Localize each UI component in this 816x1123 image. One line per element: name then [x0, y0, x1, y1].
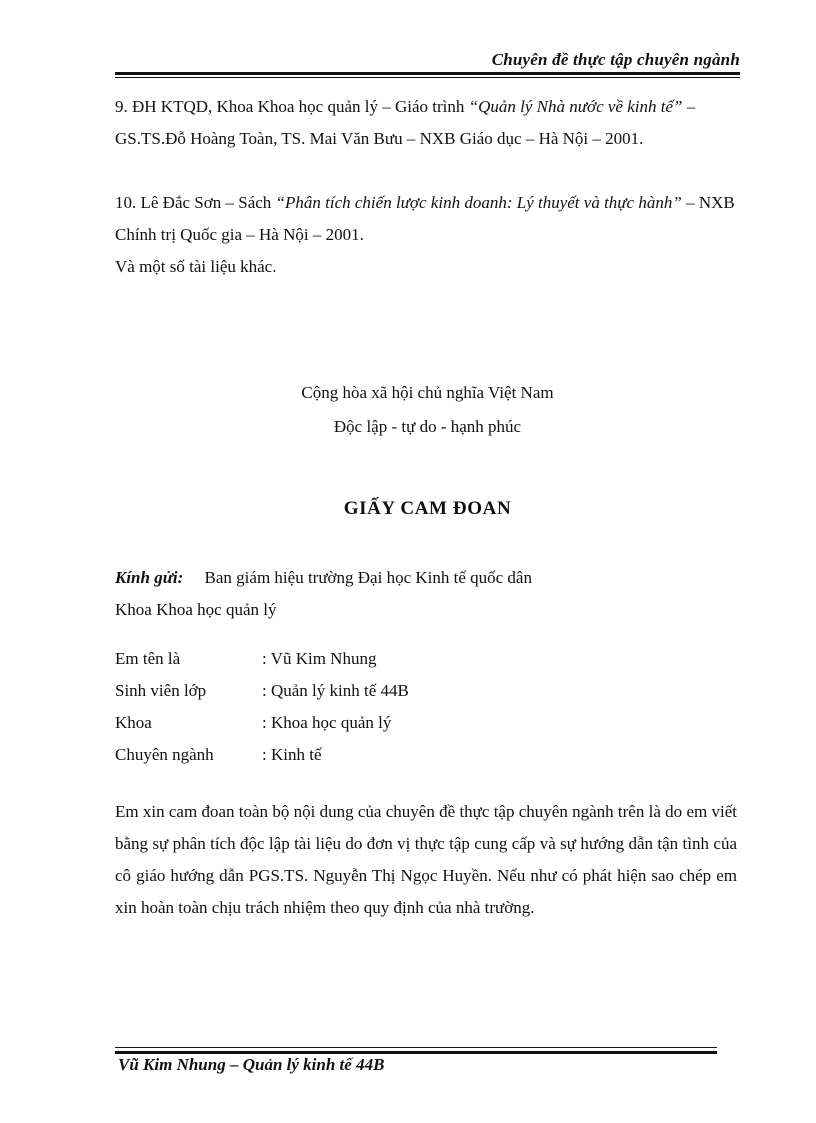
field-value: : Khoa học quản lý	[262, 713, 392, 732]
declaration-paragraph: Em xin cam đoan toàn bộ nội dung của chuyên đề thực tập chuyên ngành trên là do em viết bằng sự phân tích độc lập tài liệu do đơn vị thực tập cung cấp và sự hướng dẫn tận tình của cô giáo hướng dẫn PGS.TS. Nguyễn Thị Ngọc Huyền. Nếu như có phát hiện sao chép em xin hoàn toàn chịu trách nhiệm theo quy định của nhà trường.	[115, 802, 737, 917]
page-footer-text: Vũ Kim Nhung – Quản lý kinh tế 44B	[118, 1055, 385, 1074]
reference-item-10	[115, 187, 735, 251]
reference-prefix: 9. ĐH KTQD, Khoa Khoa học quản lý – Giáo trình	[115, 97, 469, 116]
field-row-name	[115, 643, 615, 675]
reference-book-title: “Phân tích chiến lược kinh doanh: Lý thuyết và thực hành”	[275, 193, 682, 212]
national-motto-line2: Độc lập - tự do - hạnh phúc	[333, 417, 522, 436]
salutation-label: Kính gửi:	[115, 568, 184, 587]
page-header-title: Chuyên đề thực tập chuyên ngành	[491, 50, 740, 69]
reference-prefix: 10. Lê Đắc Sơn – Sách	[115, 193, 276, 212]
salutation-recipient: Ban giám hiệu trường Đại học Kinh tế quốc dân	[204, 568, 532, 587]
field-row-major	[115, 739, 615, 771]
field-value: : Vũ Kim Nhung	[262, 649, 377, 668]
field-label: Chuyên ngành	[115, 745, 214, 764]
field-label: Sinh viên lớp	[115, 681, 207, 700]
header-rule-thick	[115, 72, 740, 75]
reference-book-title: “Quản lý Nhà nước về kinh tế”	[468, 97, 683, 116]
field-label: Khoa	[115, 713, 152, 732]
field-value: : Kinh tế	[262, 745, 322, 764]
field-label: Em tên là	[115, 649, 181, 668]
header-rule-thin	[115, 77, 740, 78]
document-title: GIẤY CAM ĐOAN	[343, 498, 512, 519]
reference-suffix: – NXB Chính trị Quốc gia – Hà Nội – 2001.	[115, 193, 735, 244]
national-motto-line1: Cộng hòa xã hội chủ nghĩa Việt Nam	[301, 383, 554, 402]
salutation-recipient-2: Khoa Khoa học quản lý	[115, 600, 277, 619]
field-value: : Quản lý kinh tế 44B	[262, 681, 409, 700]
reference-suffix: – GS.TS.Đỗ Hoàng Toàn, TS. Mai Văn Bưu – NXB Giáo dục – Hà Nội – 2001.	[115, 97, 696, 148]
field-row-class	[115, 675, 615, 707]
footer-rule-thin	[115, 1047, 717, 1048]
field-row-faculty	[115, 707, 615, 739]
footer-rule-thick	[115, 1051, 717, 1054]
other-references-note: Và một số tài liệu khác.	[115, 257, 277, 276]
salutation-line	[115, 562, 735, 594]
reference-item-9	[115, 91, 735, 155]
